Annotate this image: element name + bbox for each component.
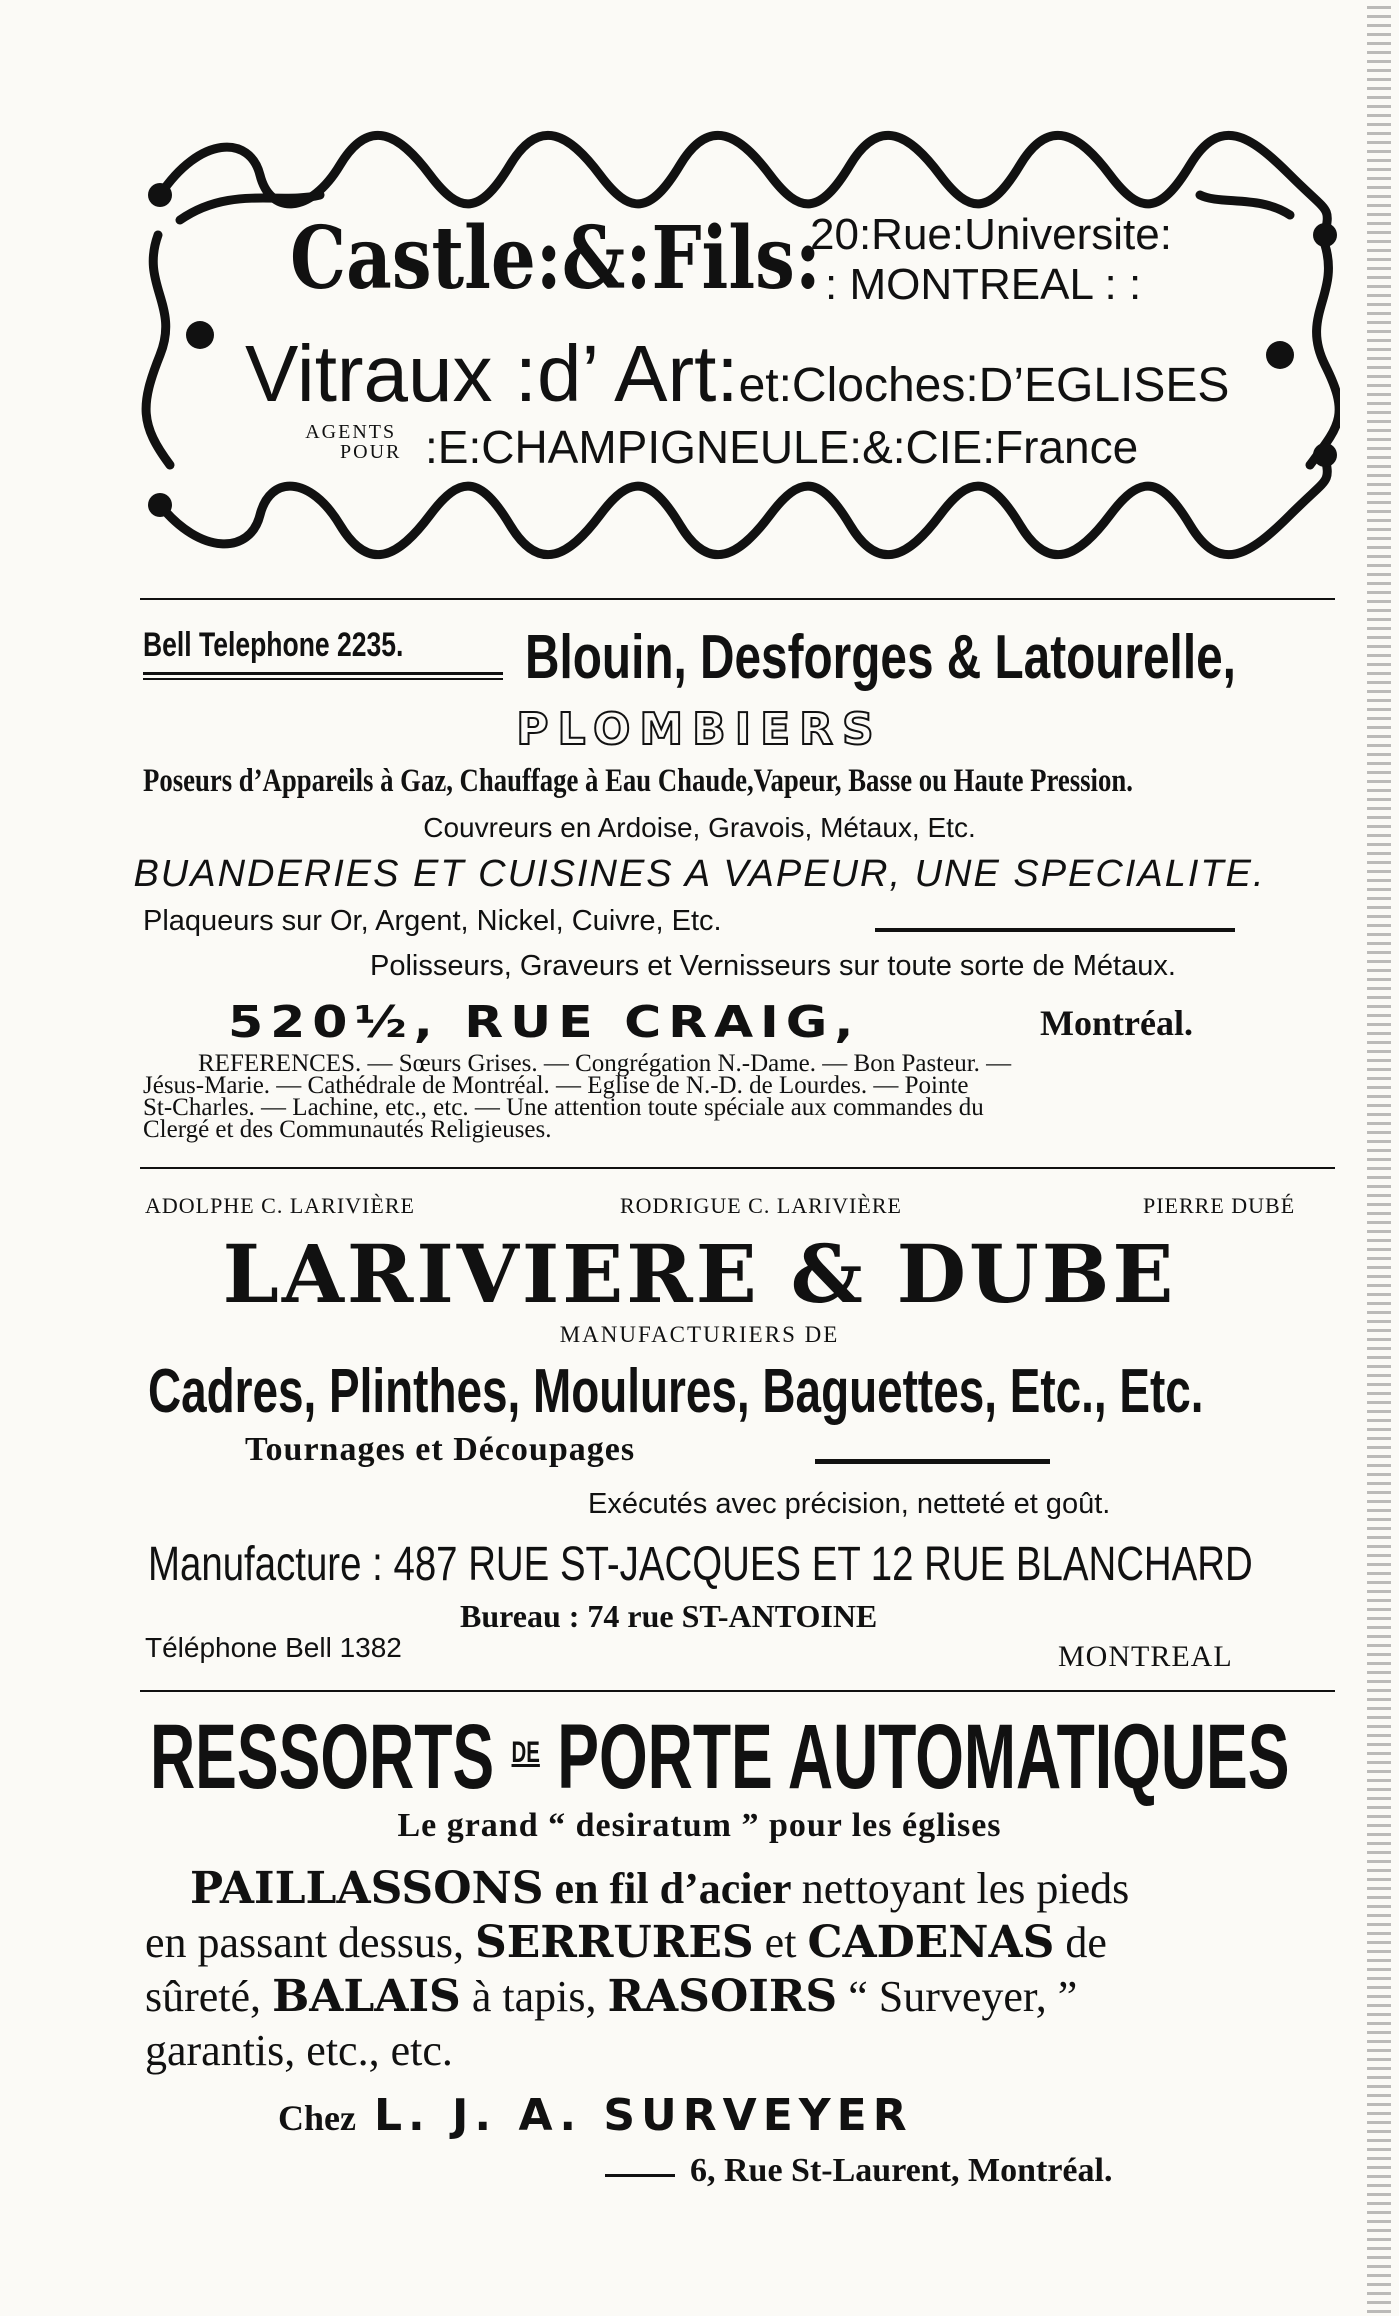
lariviere-services: Tournages et Découpages [245, 1431, 636, 1468]
surveyer-body [145, 1862, 1345, 2078]
product-rasoirs: RASOIRS [607, 1971, 838, 2022]
body-text: nettoyant les pieds [801, 1864, 1130, 1913]
divider [140, 1690, 1335, 1692]
dash-line [815, 1459, 1050, 1464]
body-text: en fil d’acier [543, 1864, 802, 1913]
surveyer-vendor [278, 2090, 913, 2141]
title-ressorts: RESSORTS [150, 1706, 495, 1808]
body-line-3 [145, 1970, 1345, 2024]
castle-name: Castle:&:Fils: [290, 208, 821, 309]
castle-vitraux-label: Vitraux :d’ Art: [245, 329, 739, 418]
castle-vitraux [245, 328, 1229, 420]
dash-line [875, 928, 1235, 932]
references-line-1: REFERENCES. — Sœurs Grises. — Congrégation N.-Dame. — Bon Pasteur. — [198, 1050, 1012, 1077]
lariviere-factory: Manufacture : 487 RUE ST-JACQUES ET 12 RUE BLANCHARD [148, 1538, 1253, 1591]
phone-underline-2 [143, 678, 503, 680]
body-line-1 [145, 1862, 1345, 1916]
castle-address-2: : MONTREAL : : [825, 260, 1142, 309]
castle-agents-prefix [300, 422, 401, 462]
blouin-phone: Bell Telephone 2235. [143, 626, 404, 664]
vendor-chez: Chez [278, 2098, 356, 2138]
dash-line [605, 2174, 675, 2177]
lariviere-quality: Exécutés avec précision, netteté et goût. [588, 1488, 1111, 1520]
body-line-4: garantis, etc., etc. [145, 2026, 453, 2075]
blouin-polishing: Polisseurs, Graveurs et Vernisseurs sur toute sorte de Métaux. [370, 950, 1176, 982]
lariviere-city: MONTREAL [1058, 1640, 1233, 1673]
partner-rodrigue: RODRIGUE C. LARIVIÈRE [620, 1193, 902, 1218]
body-text: de [1054, 1918, 1107, 1967]
references-line-4: Clergé et des Communautés Religieuses. [143, 1116, 552, 1143]
blouin-references [143, 1050, 1343, 1143]
blouin-city: Montréal. [1040, 1003, 1193, 1043]
page-edge [1367, 0, 1391, 2316]
blouin-services-1: Poseurs d’Appareils à Gaz, Chauffage à Eau Chaude,Vapeur, Basse ou Haute Pression. [143, 763, 1133, 799]
body-text: en passant dessus, [145, 1918, 475, 1967]
partner-adolphe: ADOLPHE C. LARIVIÈRE [145, 1193, 415, 1218]
blouin-specialty: BUANDERIES ET CUISINES A VAPEUR, UNE SPECIALITE. [133, 853, 1266, 895]
surveyer-title [150, 1705, 1289, 1810]
partner-pierre: PIERRE DUBÉ [1143, 1193, 1296, 1218]
vendor-name: L. J. A. SURVEYER [373, 2090, 913, 2141]
title-porte: PORTE AUTOMATIQUES [557, 1706, 1290, 1808]
product-paillassons: PAILLASSONS [190, 1863, 544, 1914]
castle-agents-name: :E:CHAMPIGNEULE:&:CIE:France [425, 421, 1139, 473]
lariviere-products: Cadres, Plinthes, Moulures, Baguettes, Etc., Etc. [148, 1357, 1204, 1426]
blouin-services-2: Couvreurs en Ardoise, Gravois, Métaux, Etc. [423, 812, 976, 843]
blouin-plating: Plaqueurs sur Or, Argent, Nickel, Cuivre, Etc. [143, 905, 722, 937]
references-line-2: Jésus-Marie. — Cathédrale de Montréal. — Eglise de N.-D. de Lourdes. — Pointe [143, 1072, 969, 1099]
blouin-trade: PLOMBIERS [516, 704, 883, 755]
surveyer-tagline: Le grand “ desiratum ” pour les églises [397, 1807, 1002, 1844]
product-cadenas: CADENAS [807, 1917, 1055, 1968]
lariviere-office: Bureau : 74 rue ST-ANTOINE [460, 1598, 878, 1634]
castle-agents-2: POUR [340, 441, 402, 463]
lariviere-sub: MANUFACTURIERS DE [559, 1322, 840, 1347]
product-balais: BALAIS [272, 1971, 461, 2022]
blouin-name: Blouin, Desforges & Latourelle, [525, 623, 1236, 692]
body-text: “ Surveyer, ” [837, 1972, 1078, 2021]
divider [140, 1167, 1335, 1169]
surveyer-address: 6, Rue St-Laurent, Montréal. [690, 2152, 1113, 2189]
lariviere-phone: Téléphone Bell 1382 [145, 1632, 402, 1663]
phone-underline [143, 672, 503, 675]
product-serrures: SERRURES [474, 1917, 754, 1968]
castle-address-1: 20:Rue:Universite: [810, 210, 1172, 259]
castle-cloches-label: et:Cloches:D’EGLISES [738, 359, 1230, 412]
castle-agents-1: AGENTS [305, 421, 397, 443]
body-text: sûreté, [145, 1972, 273, 2021]
references-line-3: St-Charles. — Lachine, etc., etc. — Une attention toute spéciale aux commandes du [143, 1094, 984, 1121]
body-line-2 [145, 1916, 1345, 1970]
blouin-address: 520½, RUE CRAIG, [228, 997, 861, 1048]
divider [140, 598, 1335, 600]
lariviere-name: LARIVIERE & DUBE [222, 1227, 1177, 1321]
title-de: DE [511, 1736, 540, 1769]
body-text: à tapis, [460, 1972, 608, 2021]
body-text: et [753, 1918, 808, 1967]
